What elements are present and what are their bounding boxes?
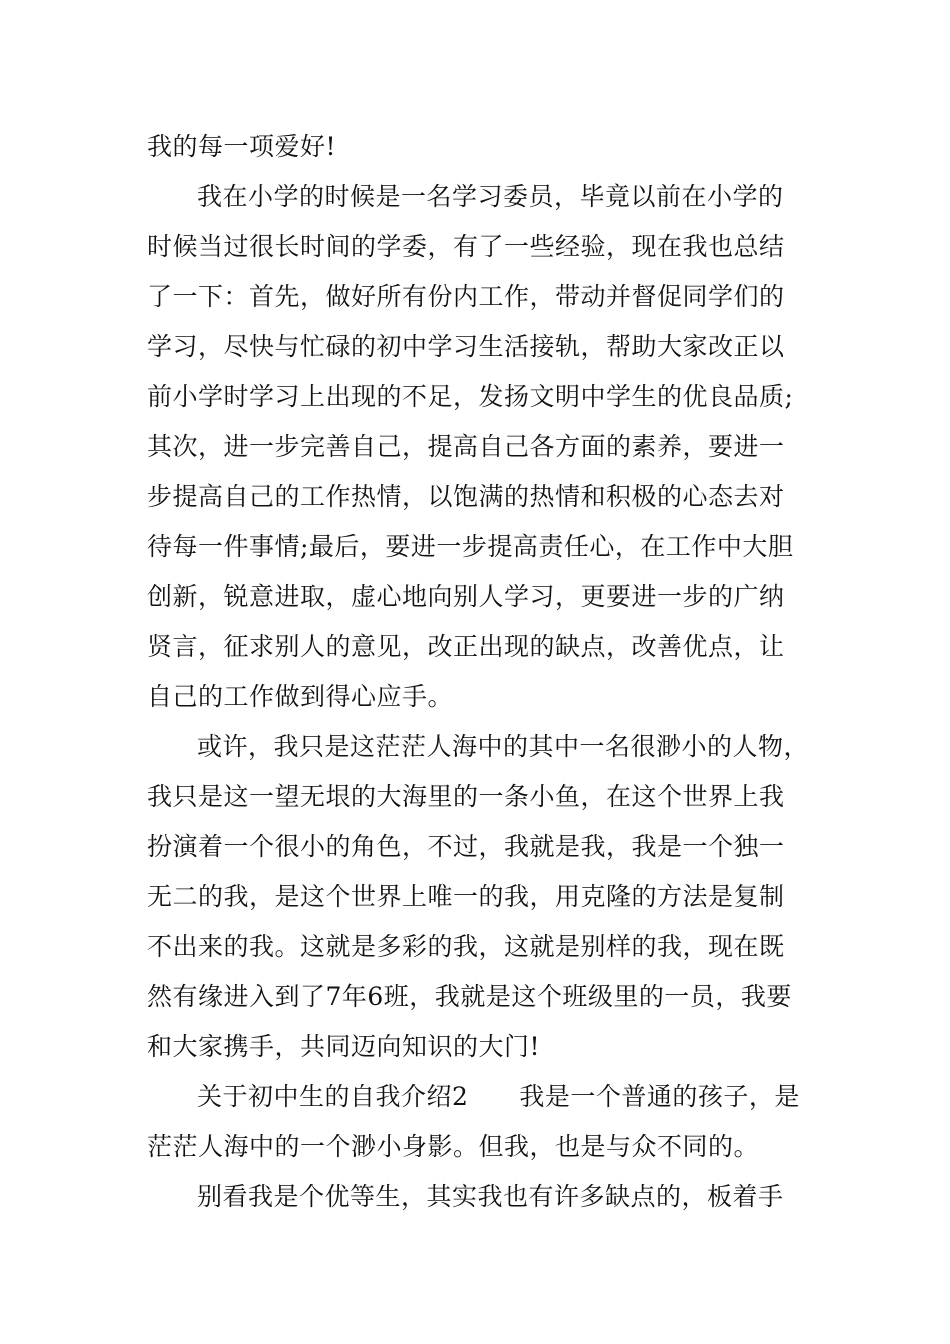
text-line: 我只是这一望无垠的大海里的一条小鱼，在这个世界上我: [147, 782, 785, 811]
text-line: 时候当过很长时间的学委，有了一些经验，现在我也总结: [147, 232, 785, 261]
text-line: 贤言，征求别人的意见，改正出现的缺点，改善优点，让: [147, 632, 785, 661]
text-line: 创新，锐意进取，虚心地向别人学习，更要进一步的广纳: [147, 582, 785, 611]
text-line: 学习，尽快与忙碌的初中学习生活接轨，帮助大家改正以: [147, 332, 785, 361]
section-heading-line: 关于初中生的自我介绍2 我是一个普通的孩子，是: [197, 1082, 800, 1111]
text-line: 待每一件事情;最后，要进一步提高责任心，在工作中大胆: [147, 532, 794, 561]
text-line: 扮演着一个很小的角色，不过，我就是我，我是一个独一: [147, 832, 785, 861]
text-line: 前小学时学习上出现的不足，发扬文明中学生的优良品质;: [147, 382, 794, 411]
text-line: 茫茫人海中的一个渺小身影。但我，也是与众不同的。: [147, 1132, 760, 1161]
text-line: 无二的我，是这个世界上唯一的我，用克隆的方法是复制: [147, 882, 785, 911]
text-line: 自己的工作做到得心应手。: [147, 682, 454, 711]
paragraph-start-line: 或许，我只是这茫茫人海中的其中一名很渺小的人物，: [197, 732, 810, 761]
paragraph-start-line: 别看我是个优等生，其实我也有许多缺点的，板着手: [197, 1182, 784, 1211]
text-line: 我的每一项爱好!: [147, 132, 337, 161]
text-line: 了一下：首先，做好所有份内工作，带动并督促同学们的: [147, 282, 785, 311]
paragraph-start-line: 我在小学的时候是一名学习委员，毕竟以前在小学的: [197, 182, 784, 211]
text-line: 其次，进一步完善自己，提高自己各方面的素养，要进一: [147, 432, 785, 461]
text-line: 步提高自己的工作热情，以饱满的热情和积极的心态去对: [147, 482, 785, 511]
text-line: 和大家携手，共同迈向知识的大门!: [147, 1032, 541, 1061]
text-line: 不出来的我。这就是多彩的我，这就是别样的我，现在既: [147, 932, 785, 961]
text-line: 然有缘进入到了7年6班，我就是这个班级里的一员，我要: [147, 982, 792, 1011]
